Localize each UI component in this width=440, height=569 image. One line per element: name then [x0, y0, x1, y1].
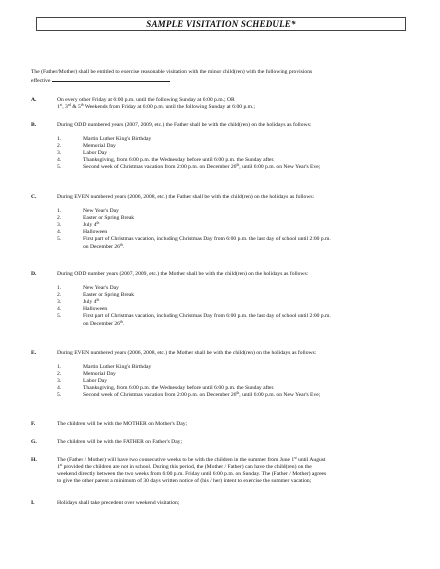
- holiday-list: [57, 285, 415, 328]
- list-item: 5. Second week of Christmas vacation from 2:00 p.m. on December 26th, until 6:00 p.m. on New Year's Eve;: [57, 163, 321, 171]
- section-letter: G.: [31, 439, 37, 445]
- section-text: weekend directly between the two weeks from 6:00 p.m. Friday until 6:00 p.m. on Sunday. The (Father / Mother) agrees: [57, 471, 327, 478]
- list-item: 3. July 4th: [57, 221, 100, 229]
- list-item: 4. Halloween: [57, 229, 108, 236]
- section-body: [57, 457, 415, 485]
- section-text: The children will be with the MOTHER on Mother's Day;: [57, 421, 188, 427]
- effective-label: effective: [31, 78, 51, 85]
- list-item: 2. Easter or Spring Break: [57, 292, 135, 299]
- section-text: The children will be with the FATHER on Father's Day;: [57, 439, 183, 445]
- list-item: 5. Second week of Christmas vacation from 2:00 p.m. on December 26th, until 6:00 p.m. on New Year's Eve;: [57, 391, 321, 399]
- section-body: [57, 122, 415, 172]
- list-item: 3. Labor Day: [57, 150, 108, 157]
- section-letter: B.: [31, 122, 37, 128]
- section-text: to give the other parent a minimum of 30 days written notice of (his / her) intent to exercise the summer vacation;: [57, 478, 312, 485]
- document-title: SAMPLE VISITATION SCHEDULE*: [36, 17, 406, 31]
- section-lead: During ODD number years (2007, 2009, etc.) the Mother shall be with the child(ren) on the holidays as follows:: [57, 271, 309, 277]
- section-body: [57, 271, 415, 328]
- section-body: [57, 350, 415, 400]
- holiday-list: [57, 208, 415, 251]
- section-letter: H.: [31, 457, 37, 463]
- section-lead: During EVEN numbered years (2006, 2008, etc.) the Mother shall be with the child(ren) on the holidays as follows:: [57, 350, 317, 356]
- section-body: [57, 421, 415, 428]
- section-body: [57, 194, 415, 251]
- list-item: 4. Thanksgiving, from 6:00 p.m. the Wednesday before until 6:00 p.m. the Sunday after.: [57, 157, 275, 164]
- list-item: 1. Martin Luther King's Birthday: [57, 364, 152, 371]
- list-item: 3. July 4th: [57, 298, 100, 306]
- section-letter: I.: [31, 500, 35, 506]
- intro-paragraph: [31, 69, 411, 85]
- intro-line: The (Father/Mother) shall be entitled to exercise reasonable visitation with the minor child(ren) with the following provisions: [31, 69, 313, 75]
- section-letter: F.: [31, 421, 36, 427]
- section-letter: A.: [31, 97, 37, 103]
- section-letter: D.: [31, 271, 37, 277]
- list-item: 1. Martin Luther King's Birthday: [57, 136, 152, 143]
- list-item: 1. New Year's Day: [57, 285, 119, 292]
- list-item: 4. Thanksgiving, from 6:00 p.m. the Wednesday before until 6:00 p.m. the Sunday after.: [57, 385, 275, 392]
- list-item: 5. First part of Christmas vacation, including Christmas Day from 6:00 p.m. the last day of school until 2:00 p.m. on December 26th.: [57, 313, 331, 327]
- section-text: 1st provided the children are not in school. During this period, the (Mother / Father) can have the child(ren) on the: [57, 463, 312, 471]
- section-lead: During ODD numbered years (2007, 2009, etc.) the Father shall be with the child(ren) on the holidays as follows:: [57, 122, 312, 128]
- section-text: The (Father / Mother) will have two consecutive weeks to be with the children in the summer from June 1st until August: [57, 456, 326, 463]
- section-body: [57, 500, 415, 507]
- list-item: 1. New Year's Day: [57, 208, 119, 215]
- intro-effective-line: [31, 76, 411, 85]
- section-text: On every other Friday at 6:00 p.m. until the following Sunday at 6:00 p.m.; OR: [57, 97, 235, 103]
- section-body: [57, 97, 415, 111]
- list-item: 4. Halloween: [57, 306, 108, 313]
- holiday-list: [57, 136, 415, 171]
- list-item: 3. Labor Day: [57, 378, 108, 385]
- section-letter: E.: [31, 350, 37, 356]
- effective-date-blank: [52, 76, 170, 82]
- section-lead: During EVEN numbered years (2006, 2008, etc.) the Father shall be with the child(ren) on the holidays as follows:: [57, 194, 315, 200]
- section-letter: C.: [31, 194, 37, 200]
- holiday-list: [57, 364, 415, 399]
- list-item: 5. First part of Christmas vacation, including Christmas Day from 6:00 p.m. the last day of school until 2:00 p.m. on December 26th.: [57, 236, 331, 250]
- section-body: [57, 439, 415, 446]
- section-text: 1st, 3rd & 5th Weekends from Friday at 6:00 p.m. until the following Sunday at 6:00 p.m.;: [57, 103, 255, 111]
- list-item: 2. Memorial Day: [57, 371, 116, 378]
- list-item: 2. Easter or Spring Break: [57, 215, 135, 222]
- list-item: 2. Memorial Day: [57, 143, 116, 150]
- section-text: Holidays shall take precedent over weekend visitation;: [57, 500, 180, 506]
